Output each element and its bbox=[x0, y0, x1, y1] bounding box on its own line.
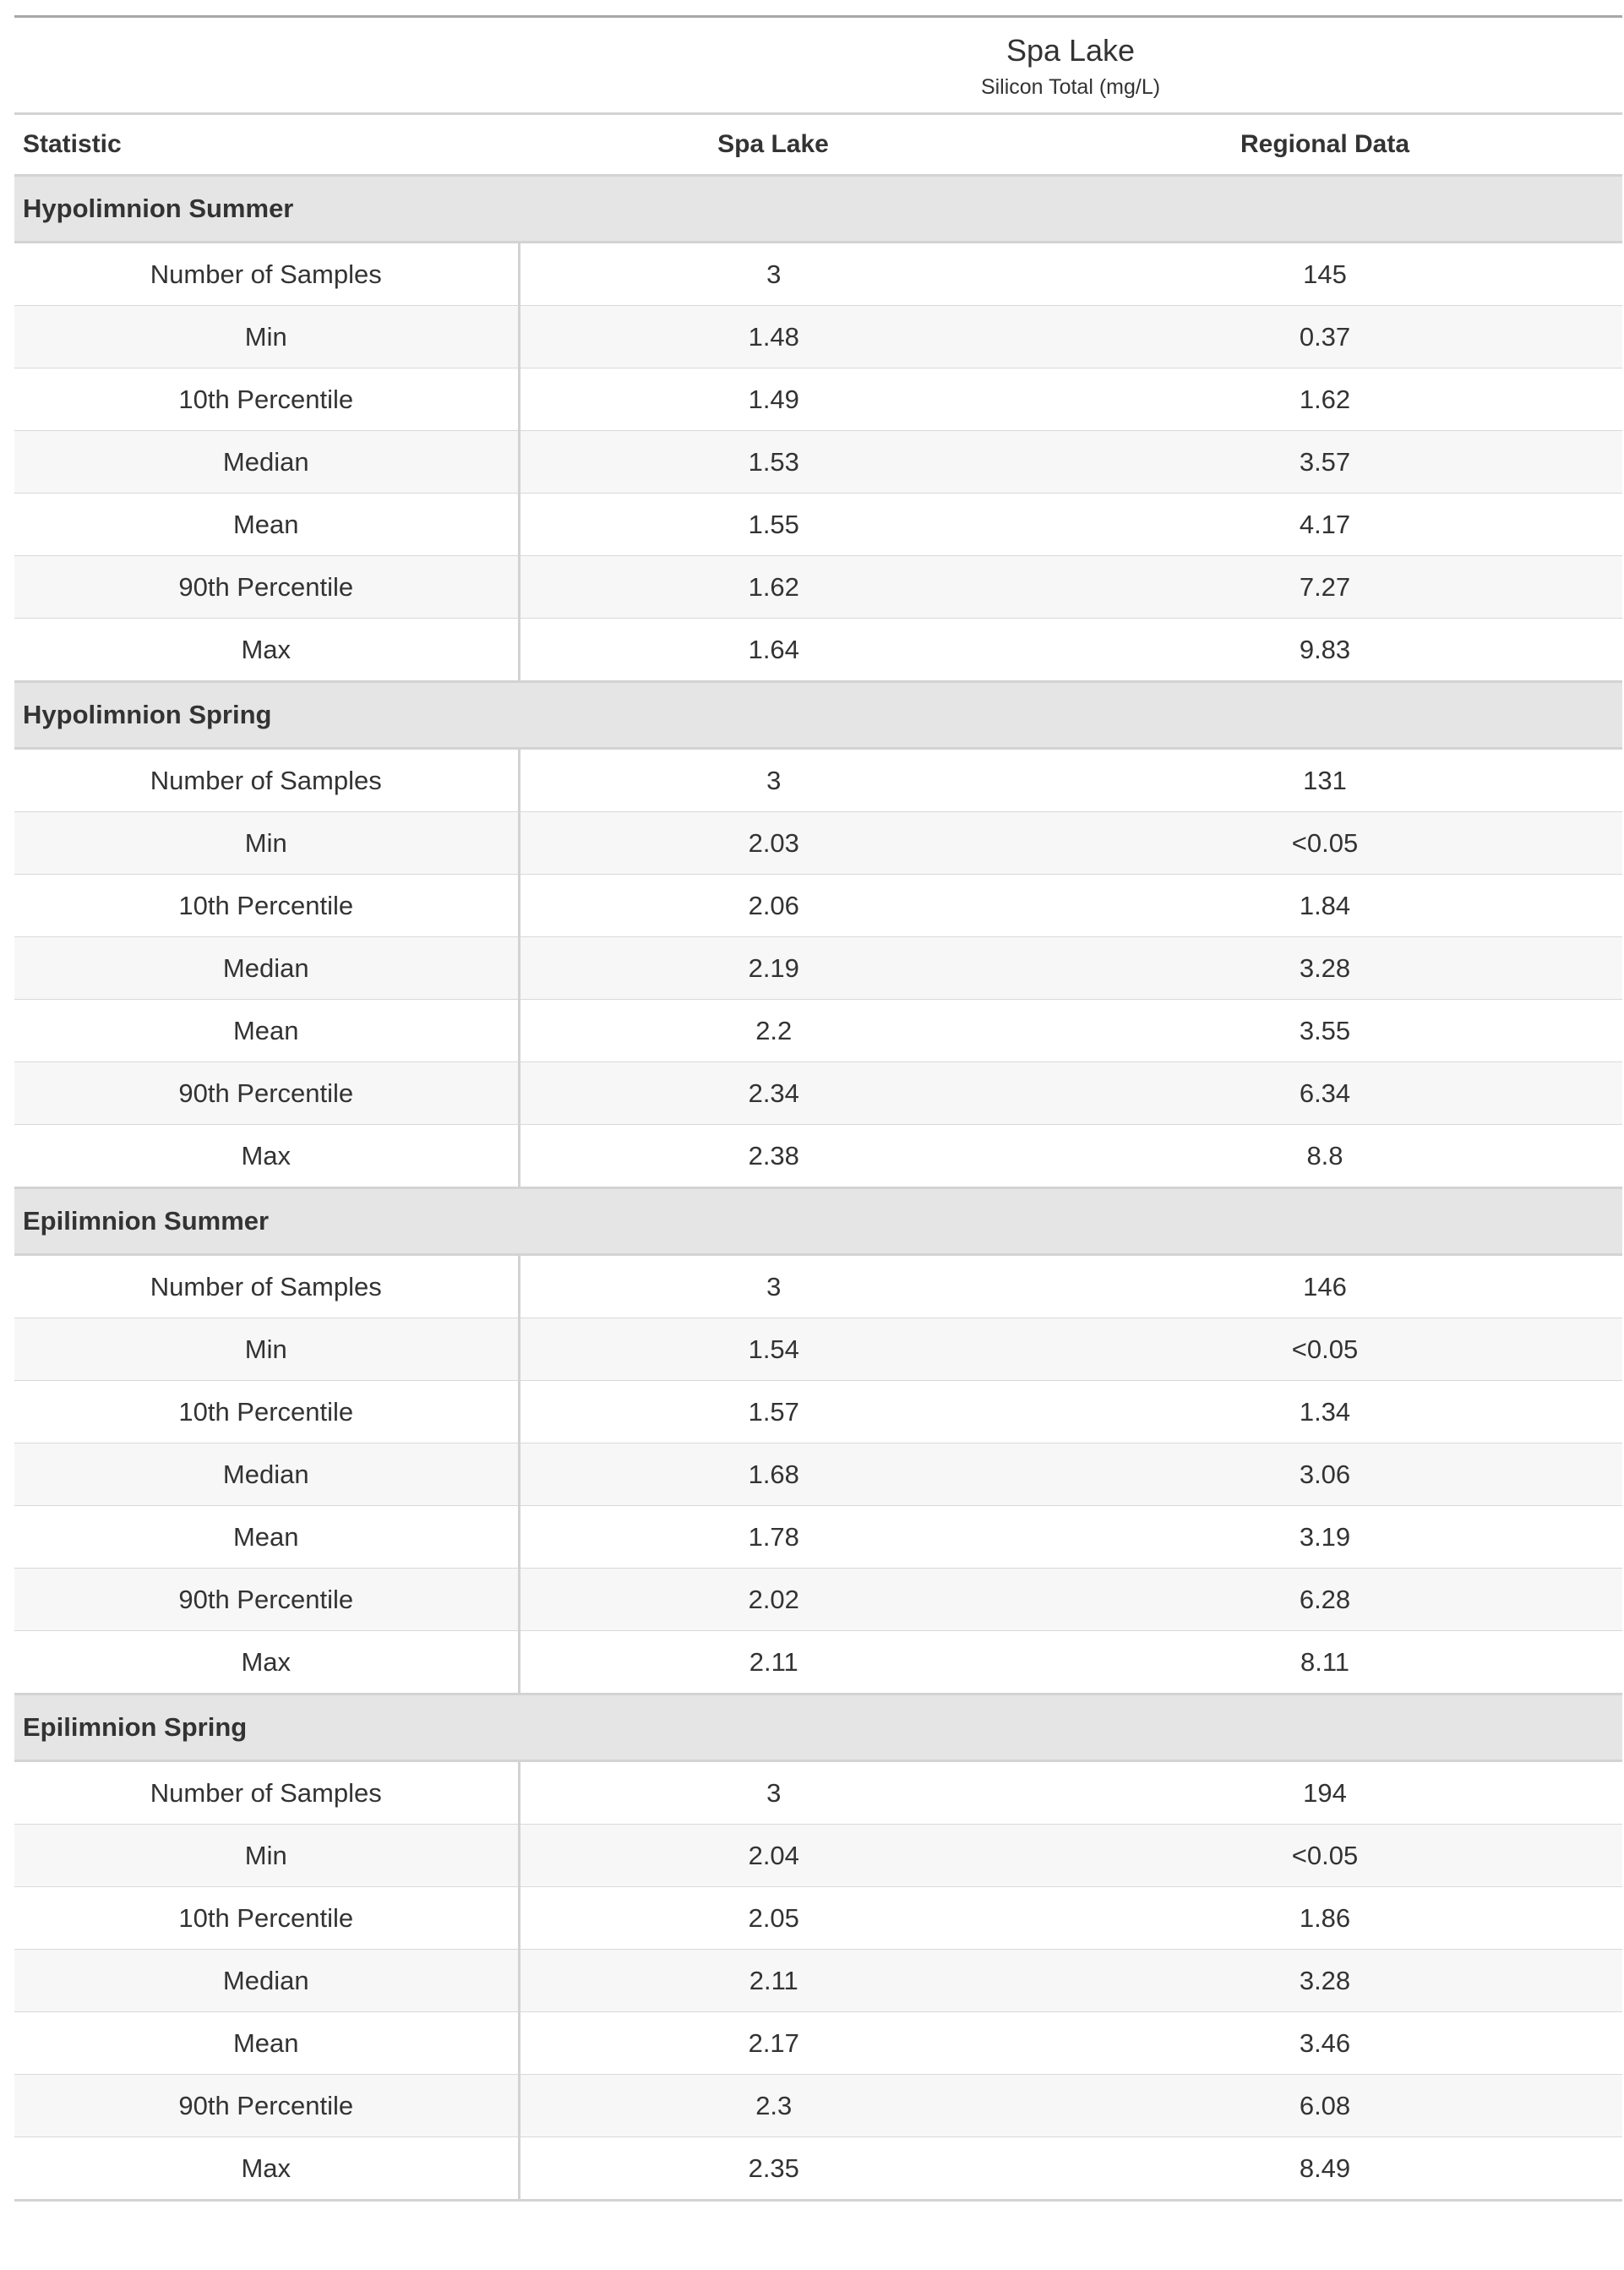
spa-lake-value-cell: 2.19 bbox=[519, 937, 1027, 1000]
table-row bbox=[14, 306, 1622, 368]
statistic-cell: Median bbox=[14, 1950, 519, 2012]
spa-lake-value-cell: 2.11 bbox=[519, 1631, 1027, 1694]
regional-value-cell: 145 bbox=[1027, 243, 1622, 306]
spa-lake-value-cell: 1.53 bbox=[519, 431, 1027, 494]
spa-lake-value-cell: 2.11 bbox=[519, 1950, 1027, 2012]
spa-lake-value-cell: 1.55 bbox=[519, 494, 1027, 556]
table-row bbox=[14, 494, 1622, 556]
column-header-statistic: Statistic bbox=[14, 114, 519, 176]
statistic-cell: Max bbox=[14, 619, 519, 682]
table-title: Spa Lake bbox=[1005, 33, 1136, 68]
column-header-row bbox=[14, 114, 1622, 176]
spa-lake-value-cell: 1.68 bbox=[519, 1443, 1027, 1506]
regional-value-cell: <0.05 bbox=[1027, 812, 1622, 875]
spa-lake-value-cell: 3 bbox=[519, 243, 1027, 306]
spa-lake-value-cell: 1.54 bbox=[519, 1318, 1027, 1381]
table-row bbox=[14, 1631, 1622, 1694]
statistic-cell: 90th Percentile bbox=[14, 2075, 519, 2137]
statistic-cell: Median bbox=[14, 431, 519, 494]
statistic-cell: Number of Samples bbox=[14, 1761, 519, 1825]
spa-lake-value-cell: 2.3 bbox=[519, 2075, 1027, 2137]
group-label: Epilimnion Summer bbox=[14, 1188, 1622, 1255]
group-label: Epilimnion Spring bbox=[14, 1694, 1622, 1761]
statistic-cell: Min bbox=[14, 306, 519, 368]
table-row bbox=[14, 937, 1622, 1000]
statistic-cell: Min bbox=[14, 1825, 519, 1887]
table-row bbox=[14, 1887, 1622, 1950]
table-body bbox=[14, 176, 1622, 2201]
spa-lake-value-cell: 2.04 bbox=[519, 1825, 1027, 1887]
statistic-cell: Number of Samples bbox=[14, 749, 519, 812]
statistic-cell: Number of Samples bbox=[14, 1255, 519, 1318]
statistic-cell: Median bbox=[14, 1443, 519, 1506]
table-row bbox=[14, 431, 1622, 494]
statistic-cell: Mean bbox=[14, 494, 519, 556]
spa-lake-value-cell: 1.78 bbox=[519, 1506, 1027, 1569]
column-header-regional-data: Regional Data bbox=[1027, 114, 1622, 176]
regional-value-cell: 1.86 bbox=[1027, 1887, 1622, 1950]
statistic-cell: Max bbox=[14, 1125, 519, 1188]
table-row bbox=[14, 2075, 1622, 2137]
table-row bbox=[14, 1381, 1622, 1443]
spa-lake-value-cell: 1.57 bbox=[519, 1381, 1027, 1443]
spa-lake-value-cell: 2.17 bbox=[519, 2012, 1027, 2075]
statistic-cell: 10th Percentile bbox=[14, 875, 519, 937]
statistic-cell: Mean bbox=[14, 1506, 519, 1569]
regional-value-cell: 8.11 bbox=[1027, 1631, 1622, 1694]
regional-value-cell: <0.05 bbox=[1027, 1825, 1622, 1887]
group-row bbox=[14, 176, 1622, 243]
spa-lake-value-cell: 2.35 bbox=[519, 2137, 1027, 2201]
group-row bbox=[14, 1188, 1622, 1255]
title-spacer bbox=[14, 18, 519, 72]
table-row bbox=[14, 1506, 1622, 1569]
statistic-cell: 90th Percentile bbox=[14, 1569, 519, 1631]
summary-statistics-table bbox=[14, 15, 1622, 2202]
spa-lake-value-cell: 2.34 bbox=[519, 1062, 1027, 1125]
regional-value-cell: <0.05 bbox=[1027, 1318, 1622, 1381]
spa-lake-value-cell: 1.49 bbox=[519, 368, 1027, 431]
regional-value-cell: 194 bbox=[1027, 1761, 1622, 1825]
statistic-cell: Number of Samples bbox=[14, 243, 519, 306]
regional-value-cell: 9.83 bbox=[1027, 619, 1622, 682]
table-subtitle: Silicon Total (mg/L) bbox=[519, 72, 1622, 114]
regional-value-cell: 8.49 bbox=[1027, 2137, 1622, 2201]
statistic-cell: 10th Percentile bbox=[14, 368, 519, 431]
table-row bbox=[14, 1443, 1622, 1506]
table-row bbox=[14, 1825, 1622, 1887]
regional-value-cell: 1.84 bbox=[1027, 875, 1622, 937]
spa-lake-value-cell: 2.02 bbox=[519, 1569, 1027, 1631]
table-row bbox=[14, 1761, 1622, 1825]
spa-lake-value-cell: 2.38 bbox=[519, 1125, 1027, 1188]
regional-value-cell: 1.62 bbox=[1027, 368, 1622, 431]
table-row bbox=[14, 812, 1622, 875]
regional-value-cell: 6.34 bbox=[1027, 1062, 1622, 1125]
regional-value-cell: 4.17 bbox=[1027, 494, 1622, 556]
spa-lake-value-cell: 2.05 bbox=[519, 1887, 1027, 1950]
regional-value-cell: 131 bbox=[1027, 749, 1622, 812]
table-header bbox=[14, 17, 1622, 176]
regional-value-cell: 8.8 bbox=[1027, 1125, 1622, 1188]
table-row bbox=[14, 2137, 1622, 2201]
spa-lake-value-cell: 3 bbox=[519, 749, 1027, 812]
group-row bbox=[14, 1694, 1622, 1761]
statistic-cell: Max bbox=[14, 1631, 519, 1694]
table-row bbox=[14, 2012, 1622, 2075]
statistic-cell: 90th Percentile bbox=[14, 1062, 519, 1125]
subtitle-spacer bbox=[14, 72, 519, 114]
spa-lake-value-cell: 2.06 bbox=[519, 875, 1027, 937]
table-row bbox=[14, 1569, 1622, 1631]
statistic-cell: Mean bbox=[14, 1000, 519, 1062]
table-row bbox=[14, 1062, 1622, 1125]
table-row bbox=[14, 1318, 1622, 1381]
statistic-cell: 10th Percentile bbox=[14, 1887, 519, 1950]
spa-lake-value-cell: 3 bbox=[519, 1255, 1027, 1318]
spa-lake-value-cell: 3 bbox=[519, 1761, 1027, 1825]
table-row bbox=[14, 749, 1622, 812]
column-header-spa-lake: Spa Lake bbox=[519, 114, 1027, 176]
title-row bbox=[14, 18, 1622, 72]
regional-value-cell: 6.08 bbox=[1027, 2075, 1622, 2137]
statistic-cell: Median bbox=[14, 937, 519, 1000]
statistic-cell: 10th Percentile bbox=[14, 1381, 519, 1443]
statistic-cell: Min bbox=[14, 812, 519, 875]
regional-value-cell: 146 bbox=[1027, 1255, 1622, 1318]
spa-lake-value-cell: 2.2 bbox=[519, 1000, 1027, 1062]
regional-value-cell: 3.28 bbox=[1027, 1950, 1622, 2012]
regional-value-cell: 3.28 bbox=[1027, 937, 1622, 1000]
regional-value-cell: 1.34 bbox=[1027, 1381, 1622, 1443]
spa-lake-value-cell: 1.64 bbox=[519, 619, 1027, 682]
regional-value-cell: 0.37 bbox=[1027, 306, 1622, 368]
statistic-cell: Min bbox=[14, 1318, 519, 1381]
table-row bbox=[14, 243, 1622, 306]
table-row bbox=[14, 619, 1622, 682]
table-row bbox=[14, 1125, 1622, 1188]
table-row bbox=[14, 1255, 1622, 1318]
group-label: Hypolimnion Spring bbox=[14, 682, 1622, 749]
statistic-cell: Mean bbox=[14, 2012, 519, 2075]
table-row bbox=[14, 1000, 1622, 1062]
table-row bbox=[14, 556, 1622, 619]
spa-lake-value-cell: 1.62 bbox=[519, 556, 1027, 619]
regional-value-cell: 3.55 bbox=[1027, 1000, 1622, 1062]
regional-value-cell: 6.28 bbox=[1027, 1569, 1622, 1631]
regional-value-cell: 7.27 bbox=[1027, 556, 1622, 619]
spa-lake-value-cell: 1.48 bbox=[519, 306, 1027, 368]
subtitle-row bbox=[14, 72, 1622, 114]
summary-table-container bbox=[14, 15, 1622, 2202]
statistic-cell: 90th Percentile bbox=[14, 556, 519, 619]
regional-value-cell: 3.46 bbox=[1027, 2012, 1622, 2075]
regional-value-cell: 3.19 bbox=[1027, 1506, 1622, 1569]
table-row bbox=[14, 875, 1622, 937]
regional-value-cell: 3.06 bbox=[1027, 1443, 1622, 1506]
table-row bbox=[14, 368, 1622, 431]
table-row bbox=[14, 1950, 1622, 2012]
regional-value-cell: 3.57 bbox=[1027, 431, 1622, 494]
group-label: Hypolimnion Summer bbox=[14, 176, 1622, 243]
spa-lake-value-cell: 2.03 bbox=[519, 812, 1027, 875]
group-row bbox=[14, 682, 1622, 749]
statistic-cell: Max bbox=[14, 2137, 519, 2201]
